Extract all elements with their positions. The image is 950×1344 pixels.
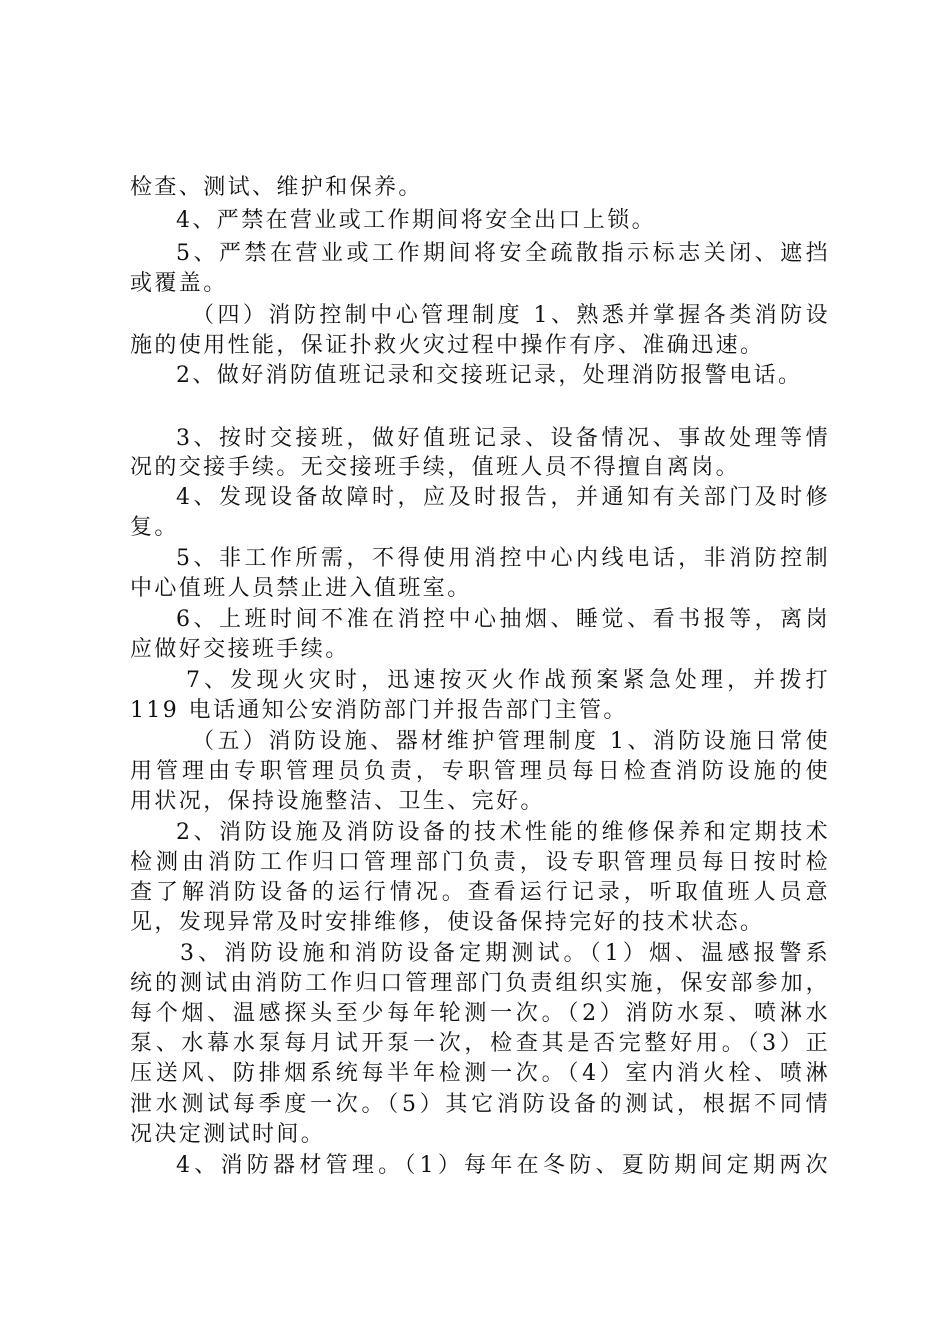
text-line: 查了解消防设备的运行情况。查看运行记录，听取值班人员意 — [130, 880, 830, 905]
text-line: 检测由消防工作归口管理部门负责，设专职管理员每日按时检 — [130, 850, 830, 875]
text-line: 况的交接手续。无交接班手续，值班人员不得擅自离岗。 — [130, 455, 741, 480]
text-line: （四）消防控制中心管理制度 1、熟悉并掌握各类消防设 — [192, 303, 830, 328]
text-line: 5、非工作所需，不得使用消控中心内线电话，非消防控制 — [176, 546, 830, 571]
text-line: 5、严禁在营业或工作期间将安全疏散指示标志关闭、遮挡 — [176, 241, 830, 266]
text-line: 6、上班时间不准在消控中心抽烟、睡觉、看书报等，离岗 — [176, 607, 830, 632]
text-line: 4、严禁在营业或工作期间将安全出口上锁。 — [176, 208, 656, 233]
text-line: 4、发现设备故障时，应及时报告，并通知有关部门及时修 — [176, 485, 830, 510]
text-line: 2、消防设施及消防设备的技术性能的维修保养和定期技术 — [176, 820, 830, 845]
text-line: 中心值班人员禁止进入值班室。 — [130, 576, 472, 601]
text-line: 3、按时交接班，做好值班记录、设备情况、事故处理等情 — [176, 426, 830, 451]
text-line: 检查、测试、维护和保养。 — [130, 175, 423, 200]
text-line: 用管理由专职管理员负责，专职管理员每日检查消防设施的使 — [130, 759, 830, 784]
text-line: 或覆盖。 — [130, 271, 228, 296]
text-line: 2、做好消防值班记录和交接班记录，处理消防报警电话。 — [176, 363, 803, 388]
text-line: 7、发现火灾时，迅速按灭火作战预案紧急处理，并拨打 — [186, 668, 830, 693]
text-line: 泵、水幕水泵每月试开泵一次，检查其是否完整好用。（3）正 — [130, 1031, 830, 1056]
text-line: 泄水测试每季度一次。（5）其它消防设备的测试，根据不同情 — [130, 1092, 830, 1117]
text-line: 况决定测试时间。 — [130, 1122, 326, 1147]
text-line: 见，发现异常及时安排维修，使设备保持完好的技术状态。 — [130, 910, 765, 935]
text-line: 压送风、防排烟系统每半年检测一次。（4）室内消火栓、喷淋 — [130, 1061, 830, 1086]
text-line: 119 电话通知公安消防部门并报告部门主管。 — [130, 698, 628, 723]
text-line: 用状况，保持设施整洁、卫生、完好。 — [130, 789, 545, 814]
text-line: 3、消防设施和消防设备定期测试。（1）烟、温感报警系 — [180, 941, 830, 966]
text-line: 施的使用性能，保证扑救火灾过程中操作有序、准确迅速。 — [130, 333, 765, 358]
text-line: 统的测试由消防工作归口管理部门负责组织实施，保安部参加， — [130, 971, 830, 996]
text-line: 应做好交接班手续。 — [130, 637, 350, 662]
text-line: 复。 — [130, 515, 179, 540]
text-line: （五）消防设施、器材维护管理制度 1、消防设施日常使 — [192, 729, 830, 754]
text-line: 4、消防器材管理。（1）每年在冬防、夏防期间定期两次 — [176, 1153, 830, 1178]
text-line: 每个烟、温感探头至少每年轮测一次。（2）消防水泵、喷淋水 — [130, 1001, 830, 1026]
